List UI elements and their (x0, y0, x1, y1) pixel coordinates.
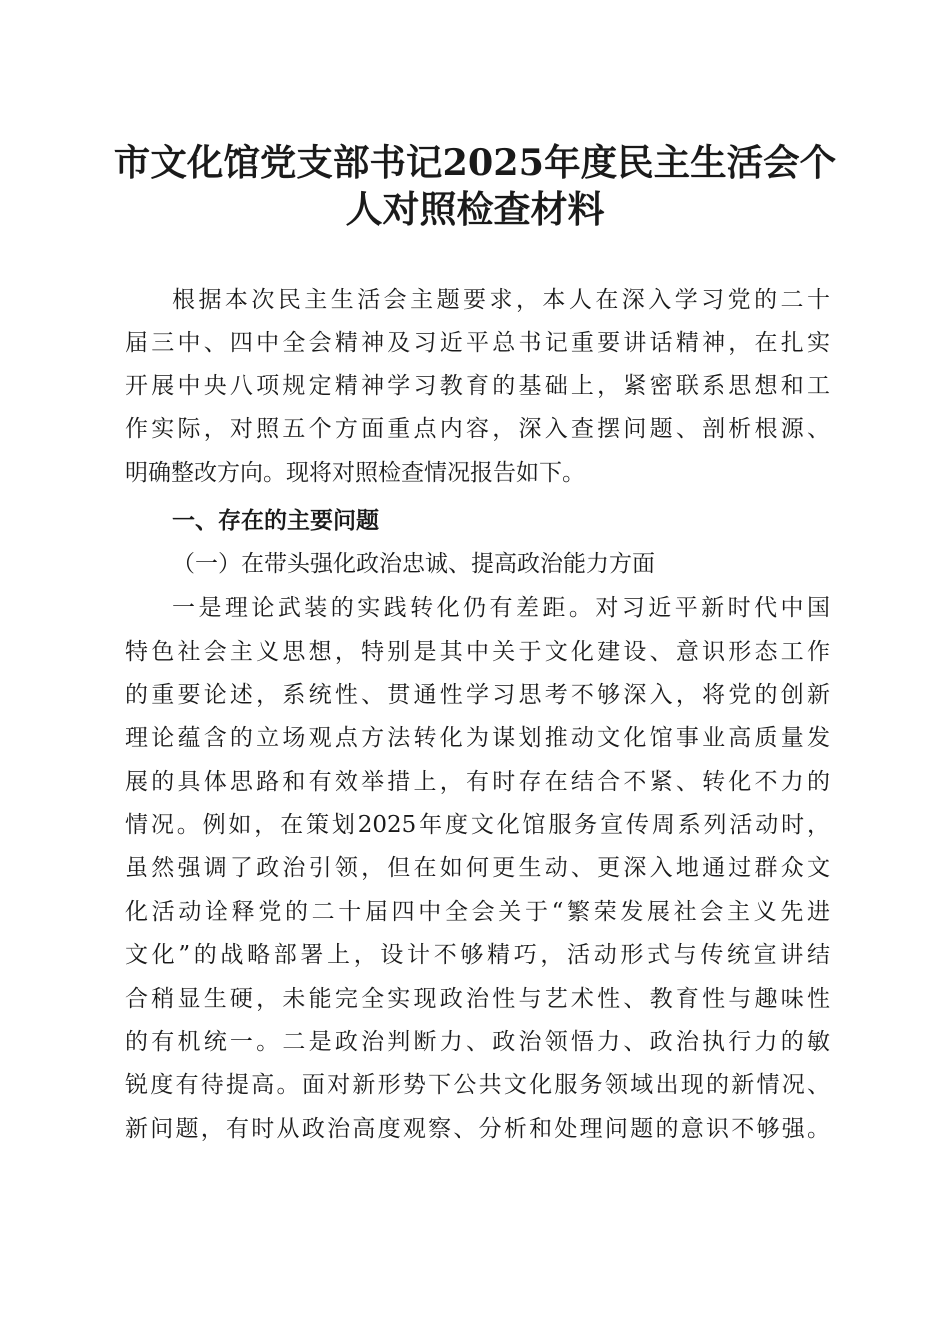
intro-paragraph-line: 根据本次民主生活会主题要求，本人在深入学习党的二十 (172, 287, 830, 313)
intro-paragraph-line: 开展中央八项规定精神学习教育的基础上，紧密联系思想和工 (125, 373, 830, 399)
intro-paragraph-line: 届三中、四中全会精神及习近平总书记重要讲话精神，在扎实 (125, 330, 830, 356)
body-paragraph-line: 情况。例如，在策划2025年度文化馆服务宣传周系列活动时， (125, 812, 830, 838)
body-paragraph-line: 新问题，有时从政治高度观察、分析和处理问题的意识不够强。 (125, 1116, 830, 1142)
body-paragraph-line: 化活动诠释党的二十届四中全会关于“繁荣发展社会主义先进 (125, 899, 830, 925)
body-paragraph-line: 一是理论武装的实践转化仍有差距。对习近平新时代中国 (172, 595, 830, 621)
intro-paragraph-line: 明确整改方向。现将对照检查情况报告如下。 (125, 460, 585, 486)
body-paragraph-line: 锐度有待提高。面对新形势下公共文化服务领域出现的新情况、 (125, 1072, 830, 1098)
document-title-line-1: 市文化馆党支部书记2025年度民主生活会个 (113, 141, 837, 184)
section-heading: 一、存在的主要问题 (172, 507, 379, 534)
body-paragraph-line: 虽然强调了政治引领，但在如何更生动、更深入地通过群众文 (125, 855, 830, 881)
intro-paragraph-line: 作实际，对照五个方面重点内容，深入查摆问题、剖析根源、 (125, 416, 830, 442)
body-paragraph-line: 展的具体思路和有效举措上，有时存在结合不紧、转化不力的 (125, 769, 830, 795)
subsection-heading: （一）在带头强化政治忠诚、提高政治能力方面 (172, 551, 655, 577)
document-title-line-2: 人对照检查材料 (345, 187, 605, 231)
body-paragraph-line: 的重要论述，系统性、贯通性学习思考不够深入，将党的创新 (125, 682, 830, 708)
body-paragraph-line: 理论蕴含的立场观点方法转化为谋划推动文化馆事业高质量发 (125, 725, 830, 751)
body-paragraph-line: 特色社会主义思想，特别是其中关于文化建设、意识形态工作 (125, 639, 830, 665)
body-paragraph-line: 的有机统一。二是政治判断力、政治领悟力、政治执行力的敏 (125, 1029, 830, 1055)
body-paragraph-line: 文化”的战略部署上，设计不够精巧，活动形式与传统宣讲结 (125, 942, 830, 968)
body-paragraph-line: 合稍显生硬，未能完全实现政治性与艺术性、教育性与趣味性 (125, 986, 830, 1012)
